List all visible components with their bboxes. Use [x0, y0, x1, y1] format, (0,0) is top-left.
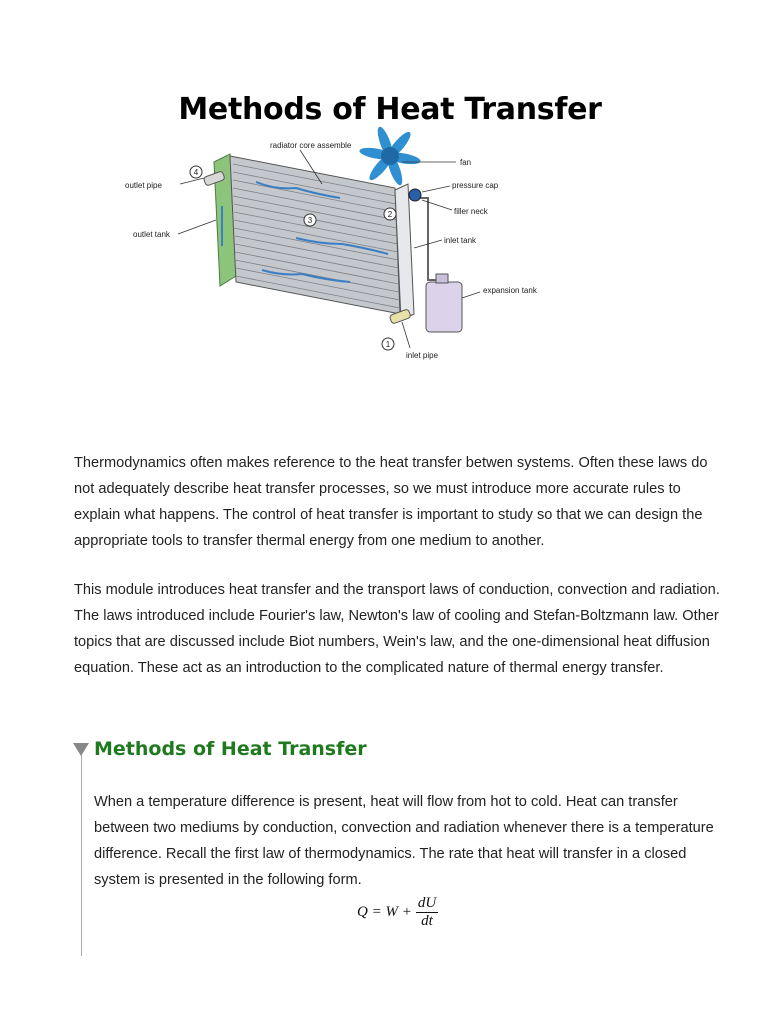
equation-fraction — [416, 895, 438, 930]
label-fan: fan — [460, 158, 472, 167]
marker-4: 4 — [193, 168, 199, 177]
label-outlet-pipe: outlet pipe — [125, 181, 162, 190]
page-title: Methods of Heat Transfer — [178, 92, 602, 128]
section-indent-bar — [81, 752, 82, 956]
equation-denominator: dt — [421, 913, 433, 929]
label-pressure-cap: pressure cap — [452, 181, 499, 190]
marker-1: 1 — [385, 340, 391, 349]
first-law-equation — [357, 895, 438, 930]
equation-numerator: dU — [417, 895, 437, 911]
label-inlet-pipe: inlet pipe — [406, 351, 439, 360]
pressure-cap — [409, 189, 421, 201]
radiator-diagram — [110, 126, 670, 376]
intro-paragraph-1: Thermodynamics often makes reference to the heat transfer betwen systems. Often these laws do not adequately describe heat transfer processes, so we must introduce more accurate rules to explain what happens. The control of heat transfer is important to study so that we can design the appropriate tools to transfer thermal energy from one medium to another. — [74, 455, 708, 549]
label-expansion-tank: expansion tank — [483, 286, 537, 295]
equation-lhs: Q = W + — [357, 904, 412, 920]
label-outlet-tank: outlet tank — [133, 230, 170, 239]
section-paragraph: When a temperature difference is present, heat will flow from hot to cold. Heat can transfer between two mediums by conduction, convection and radiation whenever there is a temperature difference. Recall the first law of thermodynamics. The rate that heat will transfer in a closed system is presented in the following form. — [94, 794, 714, 888]
intro-paragraph-2: This module introduces heat transfer and the transport laws of conduction, convection and radiation. The laws introduced include Fourier's law, Newton's law of cooling and Stefan-Boltzmann law. Other topics that are discussed include Biot numbers, Wein's law, and the one-dimensional heat diffusion equation. These act as an introduction to the complicated nature of thermal energy transfer. — [74, 582, 720, 676]
label-radiator-core: radiator core assemble — [270, 141, 352, 150]
collapse-triangle-icon[interactable] — [73, 743, 89, 756]
fan-icon — [359, 126, 422, 187]
marker-3: 3 — [307, 216, 313, 225]
expansion-tank — [426, 274, 462, 332]
marker-2: 2 — [387, 210, 393, 219]
section-heading: Methods of Heat Transfer — [94, 738, 367, 760]
label-filler-neck: filler neck — [454, 207, 488, 216]
label-inlet-tank: inlet tank — [444, 236, 477, 245]
